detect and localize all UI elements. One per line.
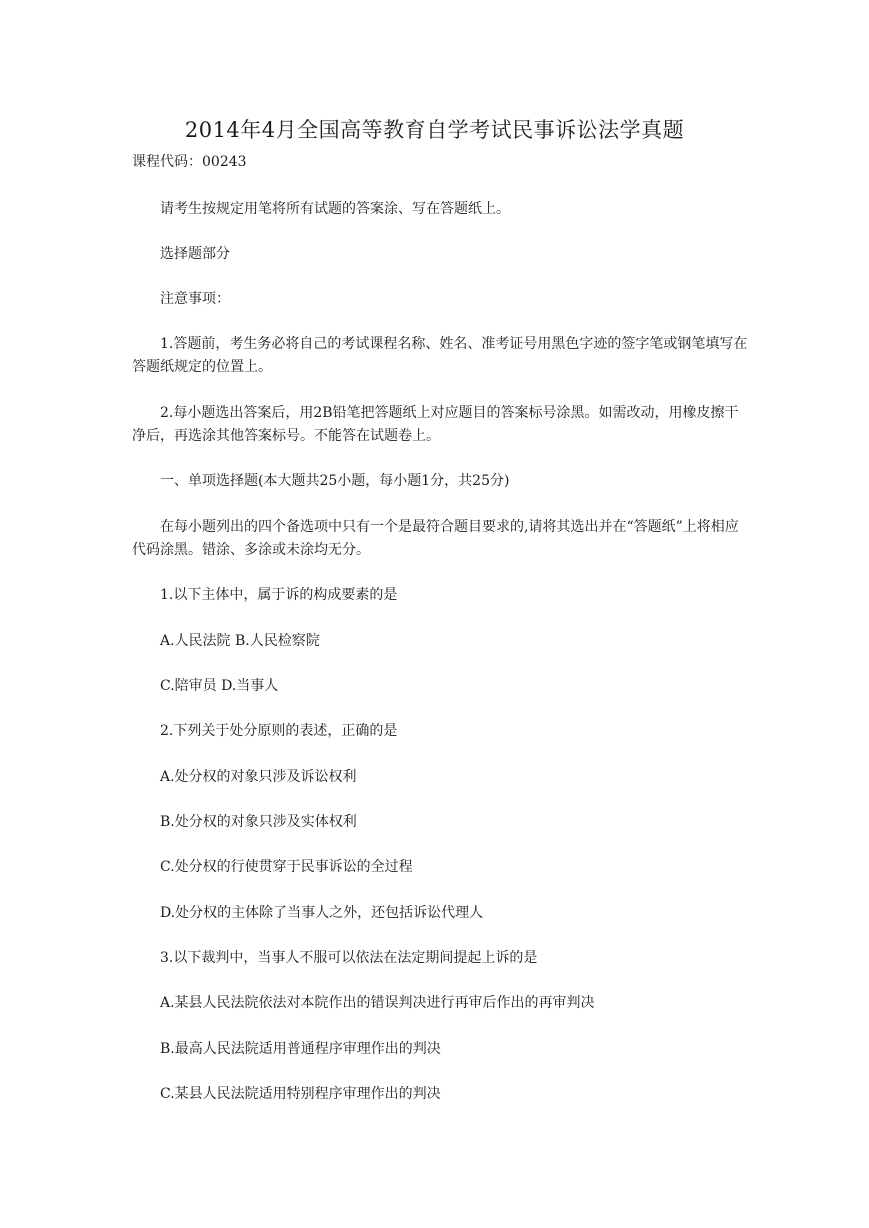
question-3-option-a: A.某县人民法院依法对本院作出的错误判决进行再审后作出的再审判决 bbox=[160, 995, 595, 1011]
question-2-option-b: B.处分权的对象只涉及实体权利 bbox=[160, 814, 357, 830]
part-instruction: 在每小题列出的四个备选项中只有一个是最符合题目要求的,请将其选出并在“答题纸”上将相应代码涂黑。错涂、多涂或未涂均无分。 bbox=[132, 519, 739, 558]
instruction-text: 请考生按规定用笔将所有试题的答案涂、写在答题纸上。 bbox=[160, 201, 510, 217]
question-2-option-d: D.处分权的主体除了当事人之外，还包括诉讼代理人 bbox=[160, 905, 484, 921]
question-2-option-c: C.处分权的行使贯穿于民事诉讼的全过程 bbox=[160, 859, 413, 875]
question-2-option-a: A.处分权的对象只涉及诉讼权利 bbox=[160, 769, 357, 785]
notice-item-2: 2.每小题选出答案后，用2B铅笔把答题纸上对应题目的答案标号涂黑。如需改动，用橡皮擦干净后，再选涂其他答案标号。不能答在试题卷上。 bbox=[132, 405, 739, 444]
question-3-option-c: C.某县人民法院适用特别程序审理作出的判决 bbox=[160, 1086, 441, 1102]
question-2-stem: 2.下列关于处分原则的表述，正确的是 bbox=[160, 723, 398, 739]
part-heading: 一、单项选择题(本大题共25小题，每小题1分，共25分) bbox=[160, 473, 510, 489]
question-3-stem: 3.以下裁判中，当事人不服可以依法在法定期间提起上诉的是 bbox=[160, 950, 538, 966]
question-1-options-ab: A.人民法院 B.人民检察院 bbox=[160, 633, 320, 649]
section-label: 选择题部分 bbox=[160, 246, 230, 262]
question-1-options-cd: C.陪审员 D.当事人 bbox=[160, 678, 279, 694]
question-3-option-b: B.最高人民法院适用普通程序审理作出的判决 bbox=[160, 1041, 441, 1057]
notice-item-1: 1.答题前，考生务必将自己的考试课程名称、姓名、准考证号用黑色字迹的签字笔或钢笔填写在答题纸规定的位置上。 bbox=[132, 336, 748, 375]
page-title: 2014年4月全国高等教育自学考试民事诉讼法学真题 bbox=[184, 118, 685, 142]
notice-label: 注意事项： bbox=[160, 291, 230, 307]
question-1-stem: 1.以下主体中，属于诉的构成要素的是 bbox=[160, 587, 398, 603]
course-code: 课程代码：00243 bbox=[132, 154, 247, 170]
